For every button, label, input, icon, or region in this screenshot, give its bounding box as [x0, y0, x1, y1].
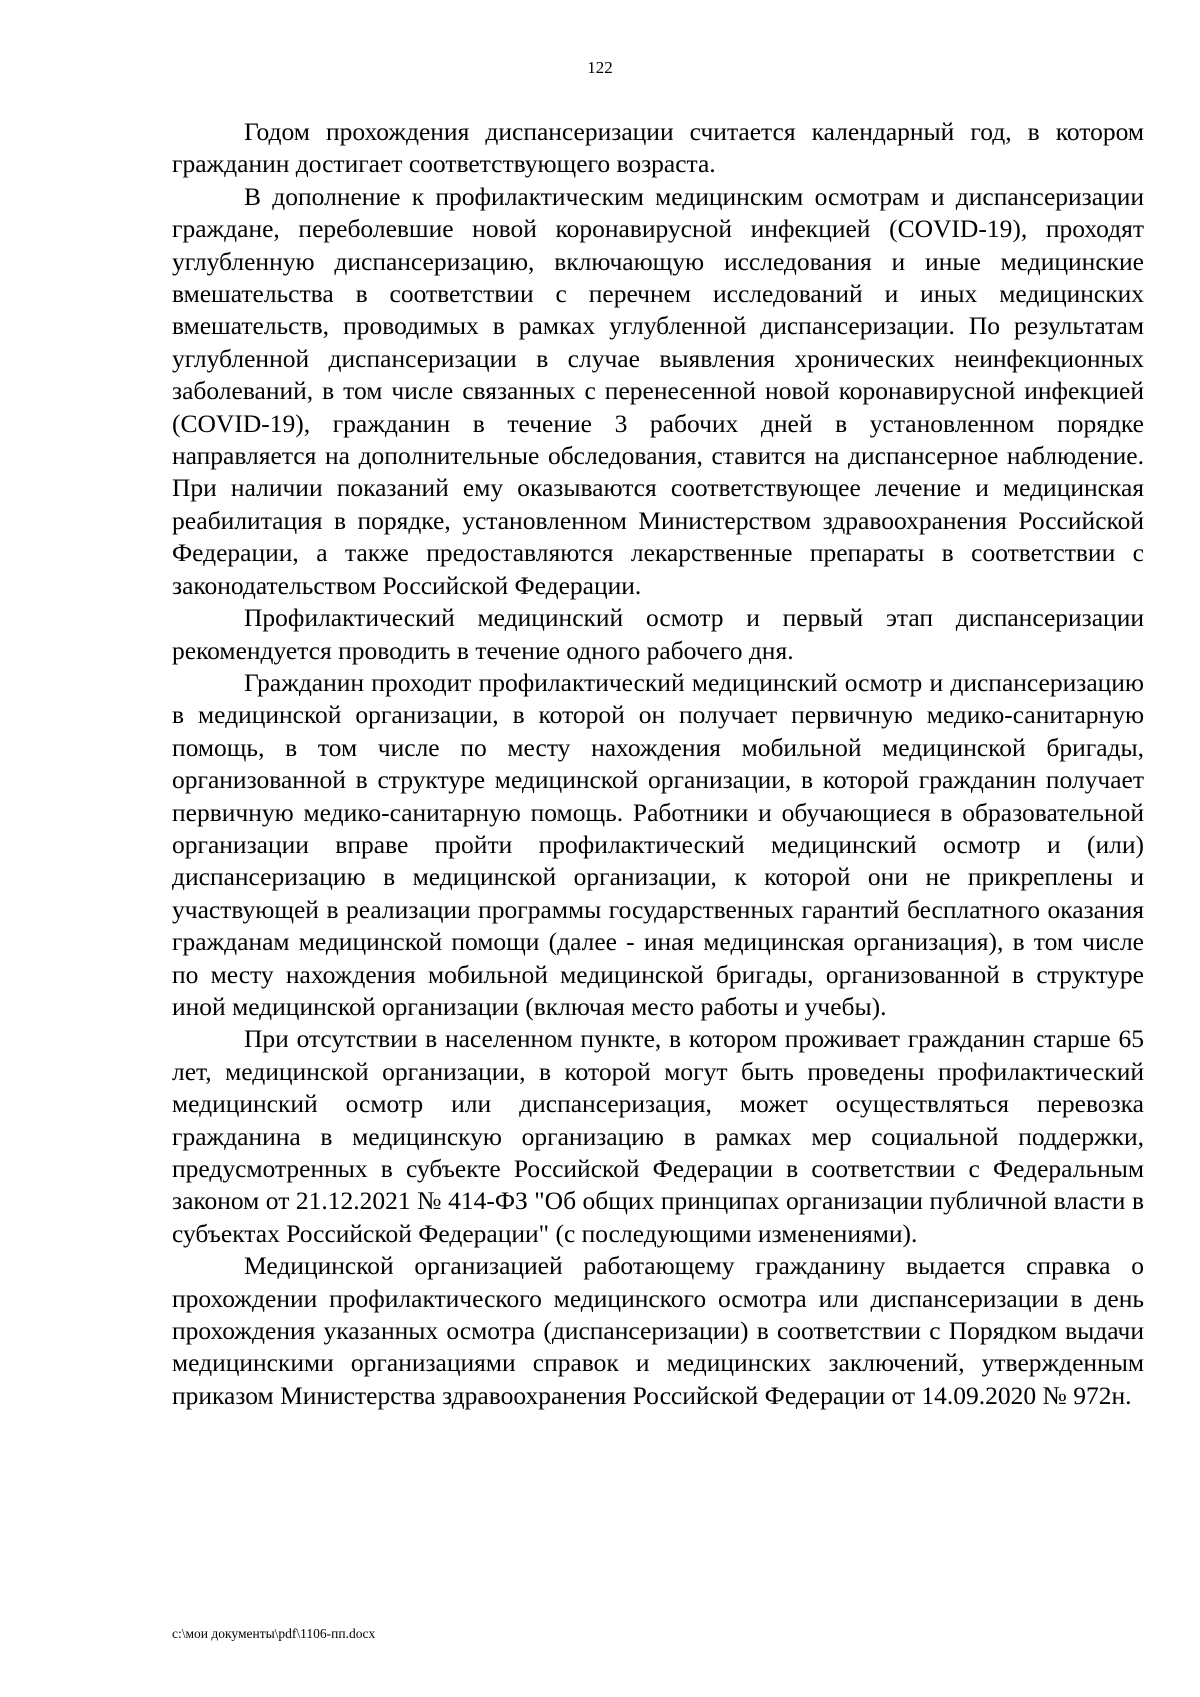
paragraph-transportation: При отсутствии в населенном пункте, в котором проживает гражданин старше 65 лет, медицинской организации, в которой могут быть проведены профилактический медицинский осмотр или диспансеризация, может осуществляться перевозка гражданина в медицинскую организацию в рамках мер социальной поддержки, предусмотренных в субъекте Российской Федерации в соответствии с Федеральным законом от 21.12.2021 № 414-ФЗ "Об общих принципах организации публичной власти в субъектах Российской Федерации" (с последующими изменениями).: [172, 1024, 1144, 1248]
paragraph-one-working-day: Профилактический медицинский осмотр и первый этап диспансеризации рекомендуется проводить в течение одного рабочего дня.: [172, 603, 1144, 665]
paragraph-certificate: Медицинской организацией работающему гражданину выдается справка о прохождении профилактического медицинского осмотра или диспансеризации в день прохождения указанных осмотра (диспансеризации) в соответствии с Порядком выдачи медицинскими организациями справок и медицинских заключений, утвержденным приказом Министерства здравоохранения Российской Федерации от 14.09.2020 № 972н.: [172, 1251, 1144, 1410]
document-body: [172, 116, 1144, 1412]
footer-file-path: c:\мои документы\pdf\1106-пп.docx: [172, 1626, 376, 1641]
paragraph-in-depth-dispensary: В дополнение к профилактическим медицинским осмотрам и диспансеризации граждане, переболевшие новой коронавирусной инфекцией (COVID-19), проходят углубленную диспансеризацию, включающую исследования и иные медицинские вмешательства в соответствии с перечнем исследований и иных медицинских вмешательств, проводимых в рамках углубленной диспансеризации. По результатам углубленной диспансеризации в случае выявления хронических неинфекционных заболеваний, в том числе связанных с перенесенной новой коронавирусной инфекцией (COVID-19), гражданин в течение 3 рабочих дней в установленном порядке направляется на дополнительные обследования, ставится на диспансерное наблюдение. При наличии показаний ему оказываются соответствующее лечение и медицинская реабилитация в порядке, установленном Министерством здравоохранения Российской Федерации, а также предоставляются лекарственные препараты в соответствии с законодательством Российской Федерации.: [172, 181, 1144, 600]
paragraph-place-of-examination: Гражданин проходит профилактический медицинский осмотр и диспансеризацию в медицинской организации, в которой он получает первичную медико-санитарную помощь, в том числе по месту нахождения мобильной медицинской бригады, организованной в структуре медицинской организации, в которой гражданин получает первичную медико-санитарную помощь. Работники и обучающиеся в образовательной организации вправе пройти профилактический медицинский осмотр и (или) диспансеризацию в медицинской организации, к которой они не прикреплены и участвующей в реализации программы государственных гарантий бесплатного оказания гражданам медицинской помощи (далее - иная медицинская организация), в том числе по месту нахождения мобильной медицинской бригады, организованной в структуре иной медицинской организации (включая место работы и учебы).: [172, 667, 1144, 1021]
paragraph-year-of-dispensary: Годом прохождения диспансеризации считается календарный год, в котором гражданин достигает соответствующего возраста.: [172, 117, 1144, 179]
page-number: 122: [587, 58, 613, 77]
